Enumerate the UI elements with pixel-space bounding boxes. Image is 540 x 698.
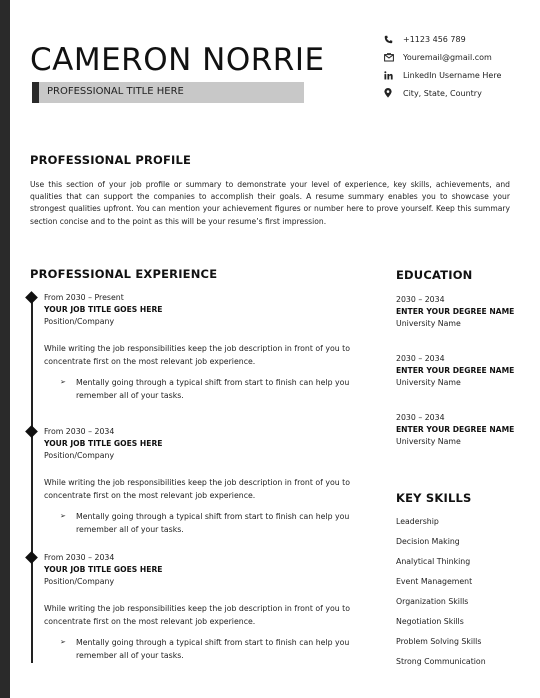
timeline-marker [25, 551, 38, 564]
job-bullet-text: Mentally going through a typical shift from start to finish can help you remember all of your tasks. [76, 512, 350, 534]
education-entry [396, 353, 536, 389]
skill-item: Problem Solving Skills [396, 637, 482, 646]
profile-summary: Use this section of your job profile or summary to demonstrate your level of experience, key skills, achievements, and qualities that can support the companies to accomplish their goals. A resume summary enables you to showcase your strongest qualities upfront. You can mention your achievement figures or number here to prove yourself. Keep this summary section concise and to the point as this will be your resume’s first impression. [30, 180, 510, 226]
education-school: University Name [396, 437, 461, 446]
skill-item: Event Management [396, 577, 473, 586]
arrow-bullet-icon: ➢ [60, 378, 66, 386]
job-dates: From 2030 – Present [44, 293, 124, 302]
skill-item: Analytical Thinking [396, 557, 471, 566]
education-dates: 2030 – 2034 [396, 295, 445, 304]
job-description: While writing the job responsibilities keep the job description in front of you to concentrate first on the most relevant job experience. [44, 478, 350, 500]
job-entry [44, 292, 364, 402]
contact-email[interactable] [384, 48, 501, 66]
linkedin-icon [384, 71, 403, 80]
job-bullet-text: Mentally going through a typical shift from start to finish can help you remember all of your tasks. [76, 378, 350, 400]
skills-heading: KEY SKILLS [396, 491, 472, 505]
job-description: While writing the job responsibilities keep the job description in front of you to concentrate first on the most relevant job experience. [44, 604, 350, 626]
job-description: While writing the job responsibilities keep the job description in front of you to concentrate first on the most relevant job experience. [44, 344, 350, 366]
education-school: University Name [396, 378, 461, 387]
education-degree: ENTER YOUR DEGREE NAME [396, 366, 515, 375]
job-bullet-text: Mentally going through a typical shift from start to finish can help you remember all of your tasks. [76, 638, 350, 660]
professional-title: PROFESSIONAL TITLE HERE [47, 86, 184, 97]
job-dates: From 2030 – 2034 [44, 427, 115, 436]
profile-heading: PROFESSIONAL PROFILE [30, 153, 192, 167]
title-bar-accent [32, 82, 39, 103]
education-dates: 2030 – 2034 [396, 354, 445, 363]
skill-item: Organization Skills [396, 597, 469, 606]
location-icon [384, 88, 403, 98]
contact-block [384, 30, 501, 102]
email-icon [384, 53, 403, 62]
education-degree: ENTER YOUR DEGREE NAME [396, 307, 515, 316]
education-heading: EDUCATION [396, 268, 473, 282]
education-degree: ENTER YOUR DEGREE NAME [396, 425, 515, 434]
contact-linkedin[interactable] [384, 66, 501, 84]
candidate-name: CAMERON NORRIE [30, 42, 325, 78]
education-dates: 2030 – 2034 [396, 413, 445, 422]
timeline-marker [25, 291, 38, 304]
job-company: Position/Company [44, 577, 115, 586]
skill-item: Decision Making [396, 537, 460, 546]
contact-location-text: City, State, Country [403, 88, 482, 98]
job-dates: From 2030 – 2034 [44, 553, 115, 562]
skill-item: Leadership [396, 517, 439, 526]
job-entry [44, 552, 364, 662]
education-entry [396, 294, 536, 330]
arrow-bullet-icon: ➢ [60, 638, 66, 646]
left-accent-bar [0, 0, 10, 698]
job-bullet [44, 376, 364, 402]
job-title: YOUR JOB TITLE GOES HERE [44, 305, 163, 314]
education-school: University Name [396, 319, 461, 328]
timeline-line [31, 297, 33, 663]
education-entry [396, 412, 536, 448]
skills-list [396, 515, 486, 675]
professional-title-bar [32, 82, 304, 103]
skill-item: Strong Communication [396, 657, 486, 666]
contact-location [384, 84, 501, 102]
job-title: YOUR JOB TITLE GOES HERE [44, 439, 163, 448]
contact-phone-text: +1123 456 789 [403, 34, 466, 44]
contact-email-text[interactable]: Youremail@gmail.com [403, 52, 492, 62]
timeline-marker [25, 425, 38, 438]
job-entry [44, 426, 364, 536]
experience-heading: PROFESSIONAL EXPERIENCE [30, 267, 218, 281]
contact-linkedin-text[interactable]: LinkedIn Username Here [403, 70, 502, 80]
arrow-bullet-icon: ➢ [60, 512, 66, 520]
contact-phone [384, 30, 501, 48]
job-company: Position/Company [44, 451, 115, 460]
phone-icon [384, 35, 403, 44]
job-bullet [44, 510, 364, 536]
job-bullet [44, 636, 364, 662]
skill-item: Negotiation Skills [396, 617, 464, 626]
job-company: Position/Company [44, 317, 115, 326]
job-title: YOUR JOB TITLE GOES HERE [44, 565, 163, 574]
